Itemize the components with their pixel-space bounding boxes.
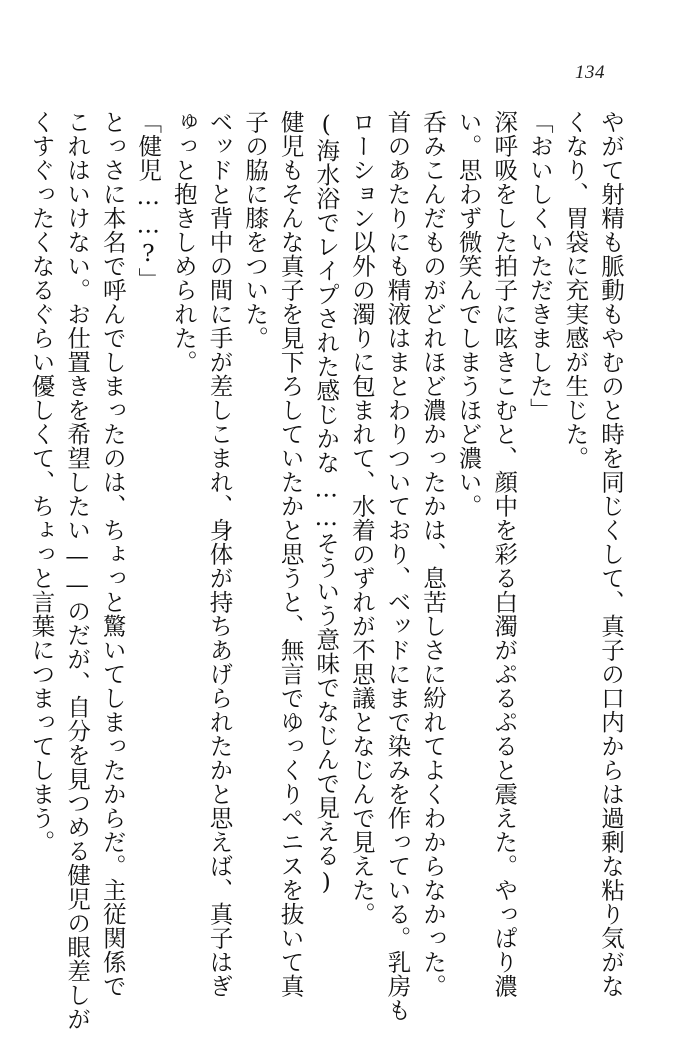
text-column: い。思わず微笑んでしまうほど濃い。 — [454, 110, 483, 518]
text-column: ローション以外の濁りに包まれて、水着のずれが不思議となじんで見えた。 — [347, 110, 376, 926]
text-column: 首のあたりにも精液はまとわりついており、ベッドにまで染みを作っている。乳房も — [383, 110, 412, 1022]
text-column: 呑みこんだものがどれほど濃かったかは、息苦しさに紛れてよくわからなかった。 — [419, 110, 448, 998]
text-column: (海水浴でレイプされた感じかな……そういう意味でなじんで見える) — [312, 110, 341, 896]
text-column: 「おいしくいただきました」 — [525, 110, 554, 422]
text-column: これはいけない。お仕置きを希望したい——のだが、自分を見つめる健児の眼差しが — [63, 110, 92, 1031]
text-column: 健児もそんな真子を見下ろしていたかと思うと、無言でゆっくりペニスを抜いて真 — [276, 110, 305, 998]
text-column: ベッドと背中の間に手が差しこまれ、身体が持ちあげられたかと思えば、真子はぎ — [205, 110, 234, 998]
text-column: 「健児……?」 — [134, 110, 163, 292]
text-column: ゅっと抱きしめられた。 — [169, 110, 198, 374]
page-number: 134 — [575, 62, 605, 83]
text-column: くすぐったくなるぐらい優しくて、ちょっと言葉につまってしまう。 — [27, 110, 56, 854]
text-column: くなり、胃袋に充実感が生じた。 — [561, 110, 590, 470]
vertical-text-body — [27, 110, 625, 1031]
text-column: 深呼吸をした拍子に呟きこむと、顔中を彩る白濁がぷるぷると震えた。やっぱり濃 — [490, 110, 519, 998]
text-column: やがて射精も脈動もやむのと時を同じくして、真子の口内からは過剰な粘り気がな — [597, 110, 625, 998]
text-column: 子の脇に膝をついた。 — [241, 110, 270, 350]
text-column: とっさに本名で呼んでしまったのは、ちょっと驚いてしまったからだ。主従関係で — [98, 110, 127, 998]
